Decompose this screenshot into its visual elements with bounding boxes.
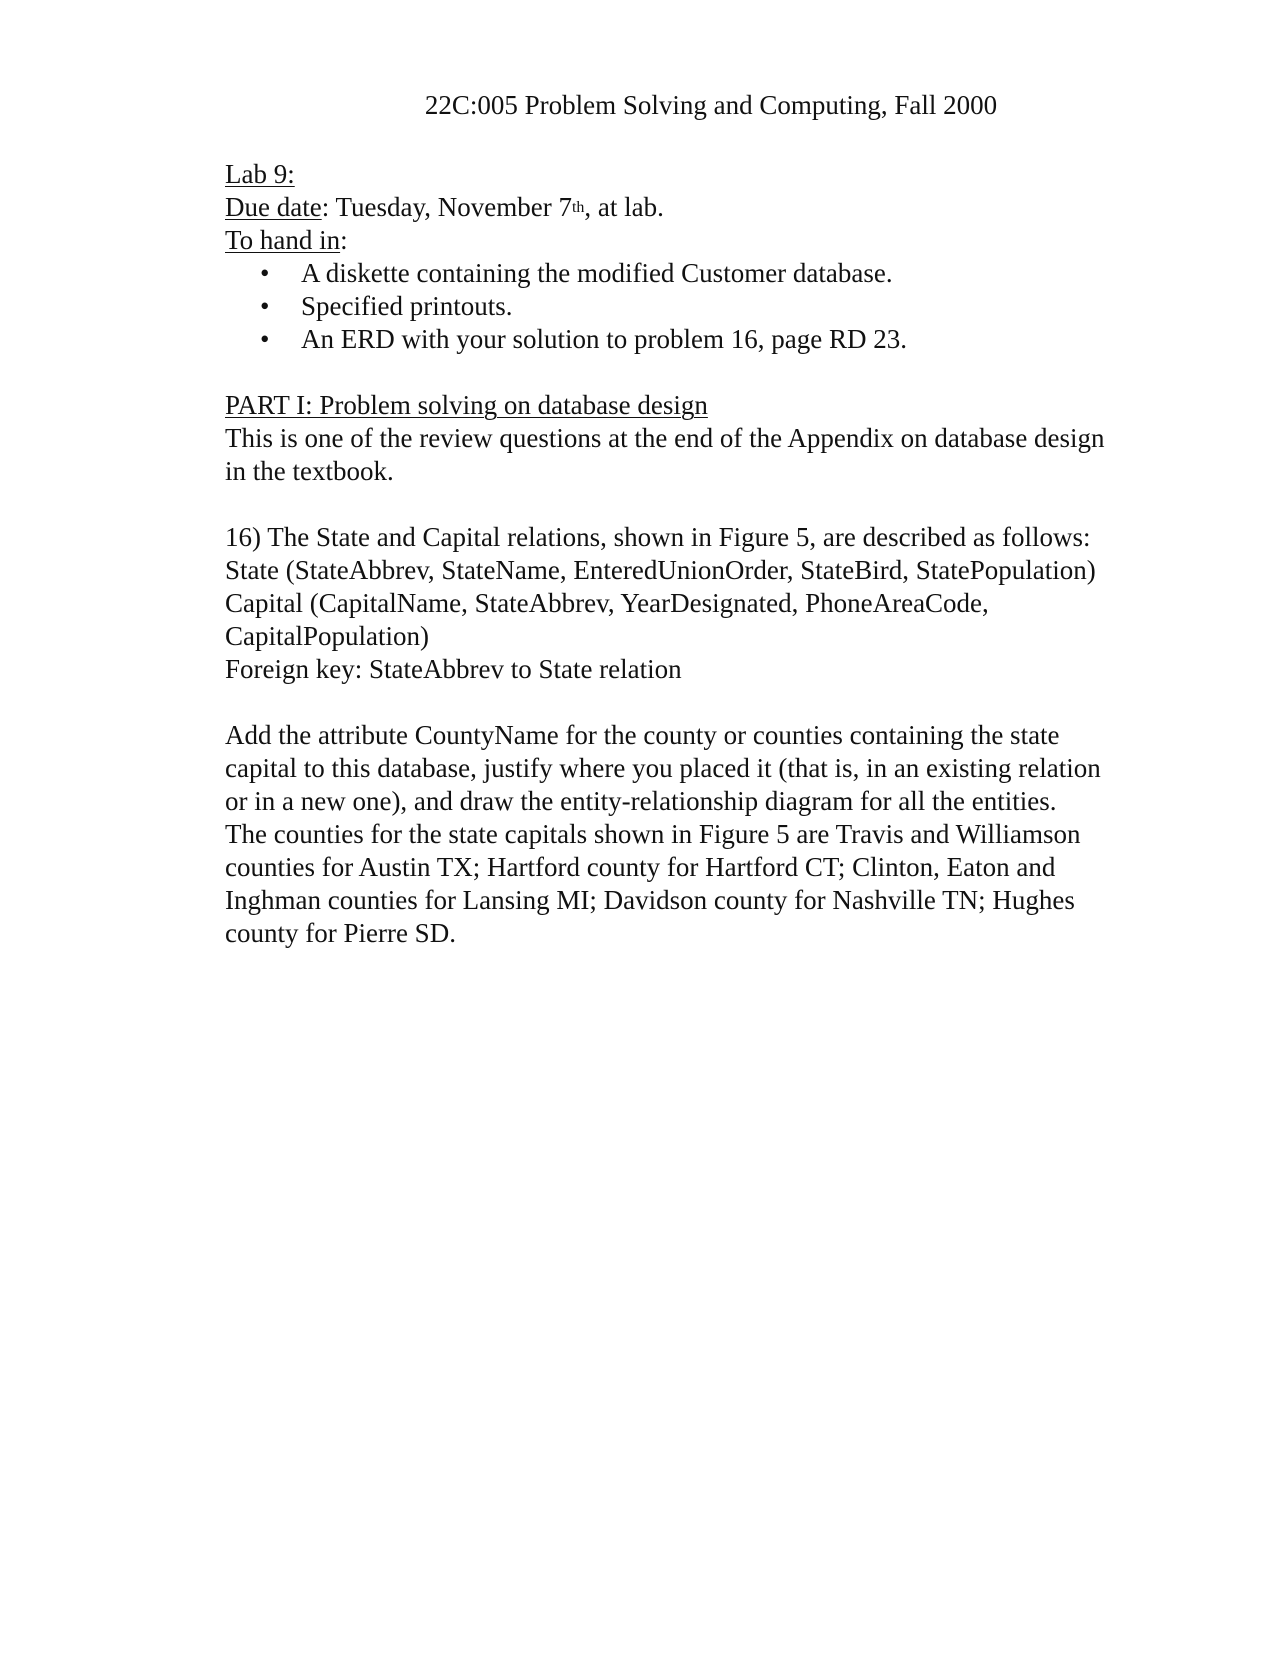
paragraph-line: in the textbook. — [225, 456, 394, 486]
paragraph-line: Foreign key: StateAbbrev to State relation — [225, 654, 682, 684]
paragraph-line: county for Pierre SD. — [225, 918, 456, 948]
hand-in-label: To hand in — [225, 225, 341, 255]
problem-16 — [225, 521, 1185, 686]
paragraph-line: or in a new one), and draw the entity-relationship diagram for all the entities. — [225, 786, 1057, 816]
paragraph-line: 16) The State and Capital relations, shown in Figure 5, are described as follows: — [225, 522, 1091, 552]
due-date-line — [225, 191, 1185, 224]
part1-heading — [225, 389, 1185, 422]
list-item — [260, 257, 1185, 290]
paragraph-line: CapitalPopulation) — [225, 621, 429, 651]
paragraph-line: Add the attribute CountyName for the county or counties containing the state — [225, 720, 1060, 750]
paragraph-line: Capital (CapitalName, StateAbbrev, YearDesignated, PhoneAreaCode, — [225, 588, 989, 618]
list-item — [260, 323, 1185, 356]
course-title: 22C:005 Problem Solving and Computing, Fall 2000 — [424, 90, 998, 120]
due-date-text: : Tuesday, November 7 — [321, 192, 572, 222]
bullet-icon: • — [260, 324, 270, 354]
due-date-suffix: , at lab. — [584, 192, 664, 222]
hand-in-colon: : — [340, 225, 348, 255]
paragraph-line: This is one of the review questions at the end of the Appendix on database design — [225, 423, 1105, 453]
spacer — [225, 356, 1185, 389]
list-item-text: Specified printouts. — [301, 291, 513, 321]
bullet-icon: • — [260, 291, 270, 321]
spacer — [225, 488, 1185, 521]
list-item — [260, 290, 1185, 323]
document-body — [225, 158, 1185, 950]
list-item-text: An ERD with your solution to problem 16, page RD 23. — [301, 324, 907, 354]
paragraph-line: capital to this database, justify where you placed it (that is, in an existing relation — [225, 753, 1101, 783]
paragraph-line: State (StateAbbrev, StateName, EnteredUnionOrder, StateBird, StatePopulation) — [225, 555, 1096, 585]
bullet-icon: • — [260, 258, 270, 288]
paragraph-line: The counties for the state capitals shown in Figure 5 are Travis and Williamson — [225, 819, 1081, 849]
task-description — [225, 719, 1185, 950]
lab-heading — [225, 158, 1185, 191]
spacer — [225, 686, 1185, 719]
hand-in-line — [225, 224, 1185, 257]
hand-in-list — [225, 257, 1185, 356]
due-date-label: Due date — [225, 192, 322, 222]
due-date-superscript: th — [571, 199, 585, 216]
lab-heading-text: Lab 9: — [225, 159, 295, 189]
list-item-text: A diskette containing the modified Customer database. — [301, 258, 893, 288]
part1-heading-text: PART I: Problem solving on database design — [225, 390, 708, 420]
paragraph-line: counties for Austin TX; Hartford county for Hartford CT; Clinton, Eaton and — [225, 852, 1056, 882]
part1-intro — [225, 422, 1185, 488]
paragraph-line: Inghman counties for Lansing MI; Davidson county for Nashville TN; Hughes — [225, 885, 1075, 915]
